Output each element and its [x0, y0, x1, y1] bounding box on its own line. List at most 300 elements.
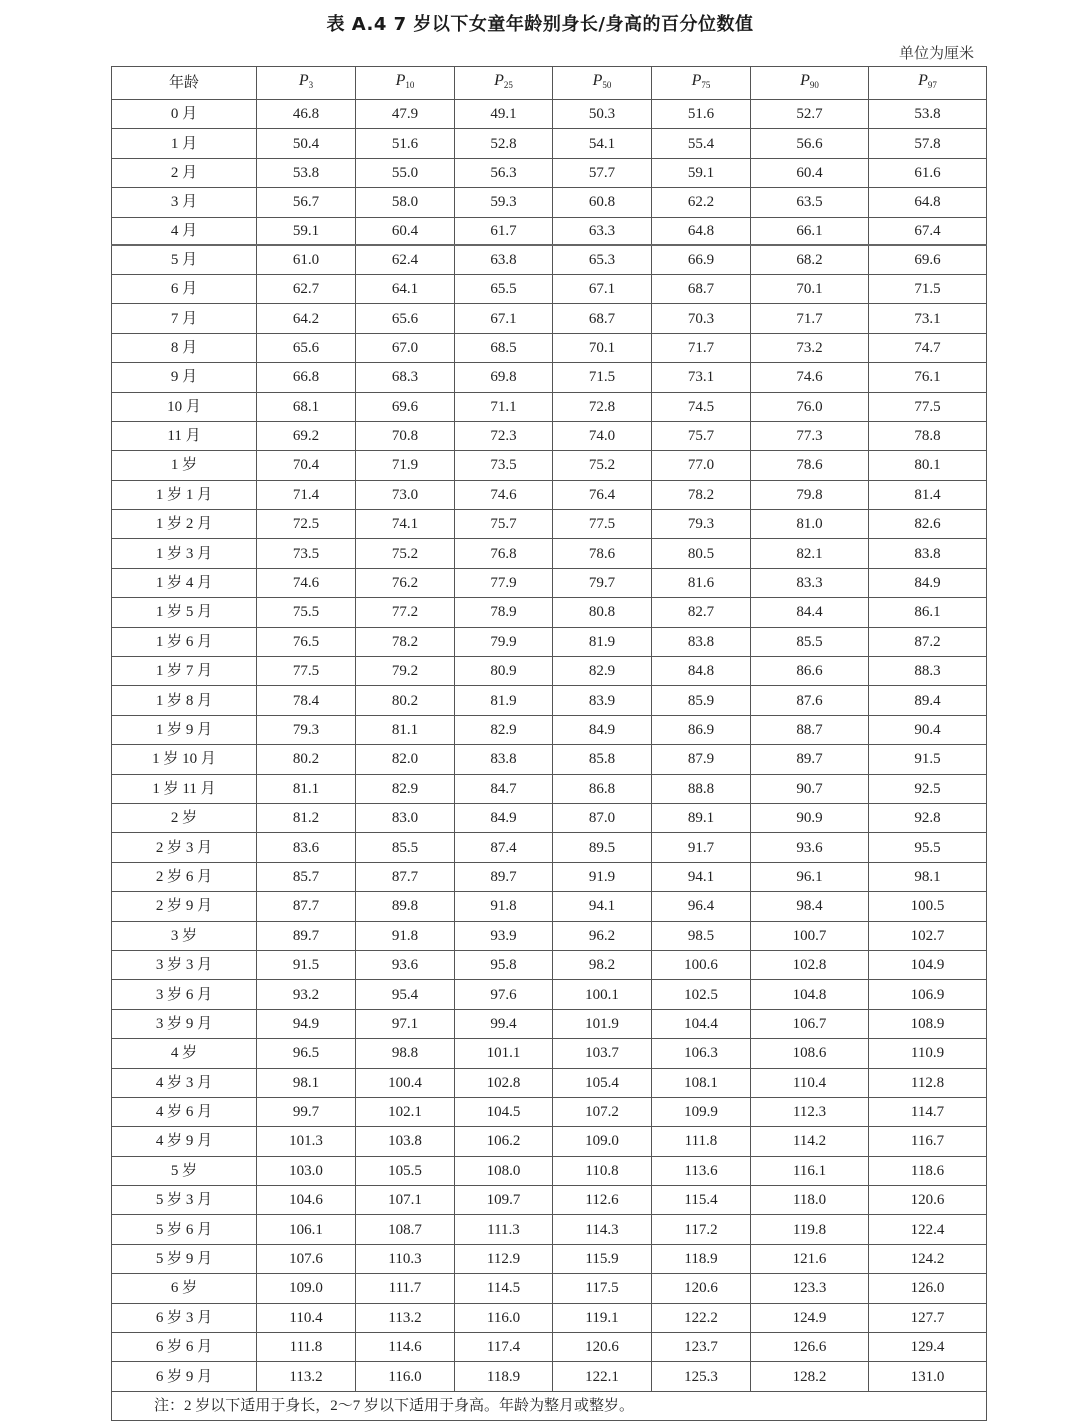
value-cell: 81.9 [553, 627, 652, 656]
value-cell: 74.6 [455, 480, 553, 509]
value-cell: 75.2 [553, 451, 652, 480]
value-cell: 83.8 [455, 745, 553, 774]
value-cell: 92.8 [869, 803, 987, 832]
age-cell: 8 月 [112, 333, 257, 362]
value-cell: 87.2 [869, 627, 987, 656]
value-cell: 79.3 [652, 510, 751, 539]
value-cell: 124.9 [751, 1303, 869, 1332]
value-cell: 117.2 [652, 1215, 751, 1244]
age-cell: 1 岁 1 月 [112, 480, 257, 509]
table-row [112, 188, 987, 217]
value-cell: 92.5 [869, 774, 987, 803]
table-row [112, 803, 987, 832]
value-cell: 104.6 [257, 1186, 356, 1215]
value-cell: 84.9 [455, 803, 553, 832]
value-cell: 69.8 [455, 363, 553, 392]
value-cell: 82.9 [356, 774, 455, 803]
value-cell: 81.1 [356, 715, 455, 744]
value-cell: 100.6 [652, 950, 751, 979]
value-cell: 89.7 [455, 862, 553, 891]
table-row [112, 451, 987, 480]
value-cell: 69.2 [257, 421, 356, 450]
table-row [112, 333, 987, 362]
percentile-table [111, 66, 987, 1421]
value-cell: 61.7 [455, 217, 553, 245]
value-cell: 93.2 [257, 980, 356, 1009]
value-cell: 57.7 [553, 158, 652, 187]
value-cell: 53.8 [257, 158, 356, 187]
value-cell: 70.1 [553, 333, 652, 362]
value-cell: 102.8 [751, 950, 869, 979]
value-cell: 93.6 [356, 950, 455, 979]
value-cell: 66.8 [257, 363, 356, 392]
value-cell: 121.6 [751, 1244, 869, 1273]
age-cell: 2 岁 3 月 [112, 833, 257, 862]
value-cell: 74.6 [257, 568, 356, 597]
value-cell: 76.5 [257, 627, 356, 656]
value-cell: 119.8 [751, 1215, 869, 1244]
table-body [112, 100, 987, 1392]
table-row [112, 1039, 987, 1068]
value-cell: 102.1 [356, 1097, 455, 1126]
value-cell: 63.3 [553, 217, 652, 245]
value-cell: 69.6 [869, 245, 987, 275]
table-row [112, 657, 987, 686]
value-cell: 68.7 [553, 304, 652, 333]
age-cell: 1 岁 7 月 [112, 657, 257, 686]
value-cell: 95.4 [356, 980, 455, 1009]
age-cell: 6 岁 6 月 [112, 1333, 257, 1362]
value-cell: 113.2 [356, 1303, 455, 1332]
value-cell: 84.4 [751, 598, 869, 627]
value-cell: 123.3 [751, 1274, 869, 1303]
value-cell: 89.1 [652, 803, 751, 832]
age-cell: 6 岁 [112, 1274, 257, 1303]
table-row [112, 245, 987, 275]
table-row [112, 598, 987, 627]
table-row [112, 1215, 987, 1244]
value-cell: 111.3 [455, 1215, 553, 1244]
age-cell: 2 岁 6 月 [112, 862, 257, 891]
value-cell: 118.9 [455, 1362, 553, 1391]
table-row [112, 1244, 987, 1273]
value-cell: 64.8 [652, 217, 751, 245]
value-cell: 106.2 [455, 1127, 553, 1156]
age-cell: 6 岁 9 月 [112, 1362, 257, 1391]
value-cell: 71.9 [356, 451, 455, 480]
age-cell: 1 岁 4 月 [112, 568, 257, 597]
value-cell: 90.9 [751, 803, 869, 832]
table-row [112, 510, 987, 539]
table-row [112, 421, 987, 450]
value-cell: 60.8 [553, 188, 652, 217]
value-cell: 89.5 [553, 833, 652, 862]
value-cell: 122.2 [652, 1303, 751, 1332]
value-cell: 107.6 [257, 1244, 356, 1273]
value-cell: 61.6 [869, 158, 987, 187]
value-cell: 129.4 [869, 1333, 987, 1362]
table-row [112, 921, 987, 950]
header-age: 年龄 [112, 67, 257, 100]
value-cell: 124.2 [869, 1244, 987, 1273]
value-cell: 65.5 [455, 274, 553, 303]
value-cell: 76.2 [356, 568, 455, 597]
table-row [112, 774, 987, 803]
value-cell: 126.6 [751, 1333, 869, 1362]
value-cell: 113.2 [257, 1362, 356, 1391]
value-cell: 89.7 [257, 921, 356, 950]
value-cell: 68.7 [652, 274, 751, 303]
value-cell: 83.9 [553, 686, 652, 715]
age-cell: 1 岁 5 月 [112, 598, 257, 627]
value-cell: 81.9 [455, 686, 553, 715]
value-cell: 99.4 [455, 1009, 553, 1038]
value-cell: 108.9 [869, 1009, 987, 1038]
value-cell: 114.5 [455, 1274, 553, 1303]
header-p90: $P_{90}$ [751, 67, 869, 100]
value-cell: 88.8 [652, 774, 751, 803]
table-row [112, 129, 987, 158]
value-cell: 71.5 [553, 363, 652, 392]
value-cell: 47.9 [356, 100, 455, 129]
value-cell: 71.1 [455, 392, 553, 421]
age-cell: 1 岁 [112, 451, 257, 480]
value-cell: 94.1 [652, 862, 751, 891]
table-row [112, 217, 987, 245]
age-cell: 3 月 [112, 188, 257, 217]
value-cell: 52.7 [751, 100, 869, 129]
value-cell: 79.9 [455, 627, 553, 656]
header-p97: $P_{97}$ [869, 67, 987, 100]
value-cell: 78.8 [869, 421, 987, 450]
value-cell: 118.0 [751, 1186, 869, 1215]
table-row [112, 1274, 987, 1303]
value-cell: 78.6 [553, 539, 652, 568]
header-p25: $P_{25}$ [455, 67, 553, 100]
value-cell: 105.4 [553, 1068, 652, 1097]
value-cell: 85.7 [257, 862, 356, 891]
age-cell: 3 岁 6 月 [112, 980, 257, 1009]
age-cell: 1 岁 3 月 [112, 539, 257, 568]
value-cell: 86.6 [751, 657, 869, 686]
value-cell: 77.3 [751, 421, 869, 450]
table-row [112, 950, 987, 979]
value-cell: 94.1 [553, 892, 652, 921]
value-cell: 78.2 [356, 627, 455, 656]
value-cell: 103.0 [257, 1156, 356, 1185]
value-cell: 98.1 [257, 1068, 356, 1097]
value-cell: 67.1 [553, 274, 652, 303]
value-cell: 104.4 [652, 1009, 751, 1038]
value-cell: 101.9 [553, 1009, 652, 1038]
value-cell: 128.2 [751, 1362, 869, 1391]
value-cell: 109.9 [652, 1097, 751, 1126]
value-cell: 70.1 [751, 274, 869, 303]
value-cell: 119.1 [553, 1303, 652, 1332]
value-cell: 106.3 [652, 1039, 751, 1068]
value-cell: 68.1 [257, 392, 356, 421]
value-cell: 131.0 [869, 1362, 987, 1391]
value-cell: 90.7 [751, 774, 869, 803]
value-cell: 58.0 [356, 188, 455, 217]
value-cell: 87.0 [553, 803, 652, 832]
value-cell: 52.8 [455, 129, 553, 158]
value-cell: 120.6 [869, 1186, 987, 1215]
value-cell: 112.8 [869, 1068, 987, 1097]
value-cell: 102.7 [869, 921, 987, 950]
value-cell: 108.0 [455, 1156, 553, 1185]
age-cell: 6 岁 3 月 [112, 1303, 257, 1332]
table-row [112, 568, 987, 597]
table-note: 注：2 岁以下适用于身长，2～7 岁以下适用于身高。年龄为整月或整岁。 [112, 1391, 987, 1420]
value-cell: 88.7 [751, 715, 869, 744]
value-cell: 69.6 [356, 392, 455, 421]
value-cell: 78.4 [257, 686, 356, 715]
value-cell: 114.6 [356, 1333, 455, 1362]
value-cell: 104.5 [455, 1097, 553, 1126]
value-cell: 74.7 [869, 333, 987, 362]
value-cell: 60.4 [751, 158, 869, 187]
age-cell: 1 岁 8 月 [112, 686, 257, 715]
value-cell: 84.7 [455, 774, 553, 803]
value-cell: 81.4 [869, 480, 987, 509]
value-cell: 98.1 [869, 862, 987, 891]
value-cell: 81.6 [652, 568, 751, 597]
age-cell: 1 岁 2 月 [112, 510, 257, 539]
value-cell: 114.3 [553, 1215, 652, 1244]
table-row [112, 833, 987, 862]
age-cell: 10 月 [112, 392, 257, 421]
value-cell: 88.3 [869, 657, 987, 686]
value-cell: 87.7 [356, 862, 455, 891]
value-cell: 97.1 [356, 1009, 455, 1038]
value-cell: 102.8 [455, 1068, 553, 1097]
value-cell: 86.8 [553, 774, 652, 803]
value-cell: 87.6 [751, 686, 869, 715]
value-cell: 120.6 [652, 1274, 751, 1303]
value-cell: 68.5 [455, 333, 553, 362]
value-cell: 62.4 [356, 245, 455, 275]
value-cell: 50.3 [553, 100, 652, 129]
table-row [112, 1156, 987, 1185]
header-row [112, 67, 987, 100]
value-cell: 78.6 [751, 451, 869, 480]
value-cell: 66.9 [652, 245, 751, 275]
value-cell: 80.1 [869, 451, 987, 480]
value-cell: 116.0 [455, 1303, 553, 1332]
value-cell: 54.1 [553, 129, 652, 158]
header-p3: $P_3$ [257, 67, 356, 100]
age-cell: 2 月 [112, 158, 257, 187]
table-row [112, 480, 987, 509]
table-row [112, 1097, 987, 1126]
value-cell: 112.3 [751, 1097, 869, 1126]
table-row [112, 715, 987, 744]
value-cell: 91.5 [257, 950, 356, 979]
table-row [112, 304, 987, 333]
value-cell: 80.2 [257, 745, 356, 774]
value-cell: 65.3 [553, 245, 652, 275]
value-cell: 84.9 [553, 715, 652, 744]
age-cell: 9 月 [112, 363, 257, 392]
value-cell: 95.5 [869, 833, 987, 862]
value-cell: 87.7 [257, 892, 356, 921]
value-cell: 127.7 [869, 1303, 987, 1332]
value-cell: 84.8 [652, 657, 751, 686]
value-cell: 87.4 [455, 833, 553, 862]
value-cell: 118.9 [652, 1244, 751, 1273]
table-row [112, 980, 987, 1009]
value-cell: 59.1 [257, 217, 356, 245]
value-cell: 83.6 [257, 833, 356, 862]
value-cell: 82.6 [869, 510, 987, 539]
value-cell: 73.0 [356, 480, 455, 509]
value-cell: 106.7 [751, 1009, 869, 1038]
value-cell: 71.4 [257, 480, 356, 509]
value-cell: 104.9 [869, 950, 987, 979]
value-cell: 116.0 [356, 1362, 455, 1391]
age-cell: 11 月 [112, 421, 257, 450]
value-cell: 112.6 [553, 1186, 652, 1215]
value-cell: 64.8 [869, 188, 987, 217]
value-cell: 100.1 [553, 980, 652, 1009]
value-cell: 108.7 [356, 1215, 455, 1244]
value-cell: 77.5 [869, 392, 987, 421]
value-cell: 65.6 [356, 304, 455, 333]
value-cell: 117.4 [455, 1333, 553, 1362]
value-cell: 74.0 [553, 421, 652, 450]
value-cell: 106.1 [257, 1215, 356, 1244]
value-cell: 64.2 [257, 304, 356, 333]
value-cell: 107.1 [356, 1186, 455, 1215]
header-p75: $P_{75}$ [652, 67, 751, 100]
unit-label: 单位为厘米 [898, 46, 974, 62]
value-cell: 100.7 [751, 921, 869, 950]
value-cell: 82.9 [553, 657, 652, 686]
value-cell: 66.1 [751, 217, 869, 245]
age-cell: 2 岁 9 月 [112, 892, 257, 921]
value-cell: 46.8 [257, 100, 356, 129]
value-cell: 93.6 [751, 833, 869, 862]
value-cell: 73.1 [869, 304, 987, 333]
age-cell: 5 岁 [112, 1156, 257, 1185]
value-cell: 51.6 [652, 100, 751, 129]
value-cell: 96.5 [257, 1039, 356, 1068]
age-cell: 6 月 [112, 274, 257, 303]
value-cell: 96.1 [751, 862, 869, 891]
value-cell: 77.5 [257, 657, 356, 686]
table-row [112, 392, 987, 421]
value-cell: 98.4 [751, 892, 869, 921]
value-cell: 71.5 [869, 274, 987, 303]
value-cell: 63.5 [751, 188, 869, 217]
value-cell: 107.2 [553, 1097, 652, 1126]
age-cell: 2 岁 [112, 803, 257, 832]
value-cell: 60.4 [356, 217, 455, 245]
value-cell: 98.5 [652, 921, 751, 950]
value-cell: 98.2 [553, 950, 652, 979]
age-cell: 5 岁 3 月 [112, 1186, 257, 1215]
value-cell: 76.0 [751, 392, 869, 421]
value-cell: 110.8 [553, 1156, 652, 1185]
value-cell: 108.1 [652, 1068, 751, 1097]
value-cell: 97.6 [455, 980, 553, 1009]
value-cell: 110.3 [356, 1244, 455, 1273]
value-cell: 73.5 [257, 539, 356, 568]
value-cell: 56.3 [455, 158, 553, 187]
table-row [112, 1127, 987, 1156]
value-cell: 110.4 [751, 1068, 869, 1097]
value-cell: 116.1 [751, 1156, 869, 1185]
table-row [112, 627, 987, 656]
table-row [112, 539, 987, 568]
value-cell: 91.5 [869, 745, 987, 774]
value-cell: 103.7 [553, 1039, 652, 1068]
value-cell: 73.1 [652, 363, 751, 392]
age-cell: 3 岁 3 月 [112, 950, 257, 979]
value-cell: 115.9 [553, 1244, 652, 1273]
value-cell: 80.2 [356, 686, 455, 715]
value-cell: 67.4 [869, 217, 987, 245]
value-cell: 84.9 [869, 568, 987, 597]
value-cell: 110.9 [869, 1039, 987, 1068]
value-cell: 77.0 [652, 451, 751, 480]
value-cell: 67.1 [455, 304, 553, 333]
age-cell: 7 月 [112, 304, 257, 333]
value-cell: 82.9 [455, 715, 553, 744]
value-cell: 55.0 [356, 158, 455, 187]
age-cell: 4 岁 9 月 [112, 1127, 257, 1156]
age-cell: 0 月 [112, 100, 257, 129]
value-cell: 79.2 [356, 657, 455, 686]
value-cell: 99.7 [257, 1097, 356, 1126]
value-cell: 74.1 [356, 510, 455, 539]
value-cell: 115.4 [652, 1186, 751, 1215]
age-cell: 1 月 [112, 129, 257, 158]
value-cell: 77.9 [455, 568, 553, 597]
value-cell: 83.8 [652, 627, 751, 656]
value-cell: 109.7 [455, 1186, 553, 1215]
value-cell: 80.9 [455, 657, 553, 686]
value-cell: 102.5 [652, 980, 751, 1009]
value-cell: 81.1 [257, 774, 356, 803]
value-cell: 125.3 [652, 1362, 751, 1391]
table-row [112, 274, 987, 303]
value-cell: 96.4 [652, 892, 751, 921]
value-cell: 77.2 [356, 598, 455, 627]
header-p50: $P_{50}$ [553, 67, 652, 100]
age-cell: 1 岁 10 月 [112, 745, 257, 774]
age-cell: 4 月 [112, 217, 257, 245]
table-row [112, 1068, 987, 1097]
value-cell: 86.1 [869, 598, 987, 627]
value-cell: 68.3 [356, 363, 455, 392]
value-cell: 85.5 [751, 627, 869, 656]
value-cell: 113.6 [652, 1156, 751, 1185]
age-cell: 5 岁 6 月 [112, 1215, 257, 1244]
age-cell: 1 岁 6 月 [112, 627, 257, 656]
value-cell: 70.8 [356, 421, 455, 450]
age-cell: 1 岁 9 月 [112, 715, 257, 744]
value-cell: 118.6 [869, 1156, 987, 1185]
value-cell: 95.8 [455, 950, 553, 979]
value-cell: 106.9 [869, 980, 987, 1009]
table-row [112, 892, 987, 921]
value-cell: 61.0 [257, 245, 356, 275]
value-cell: 116.7 [869, 1127, 987, 1156]
value-cell: 83.3 [751, 568, 869, 597]
value-cell: 87.9 [652, 745, 751, 774]
